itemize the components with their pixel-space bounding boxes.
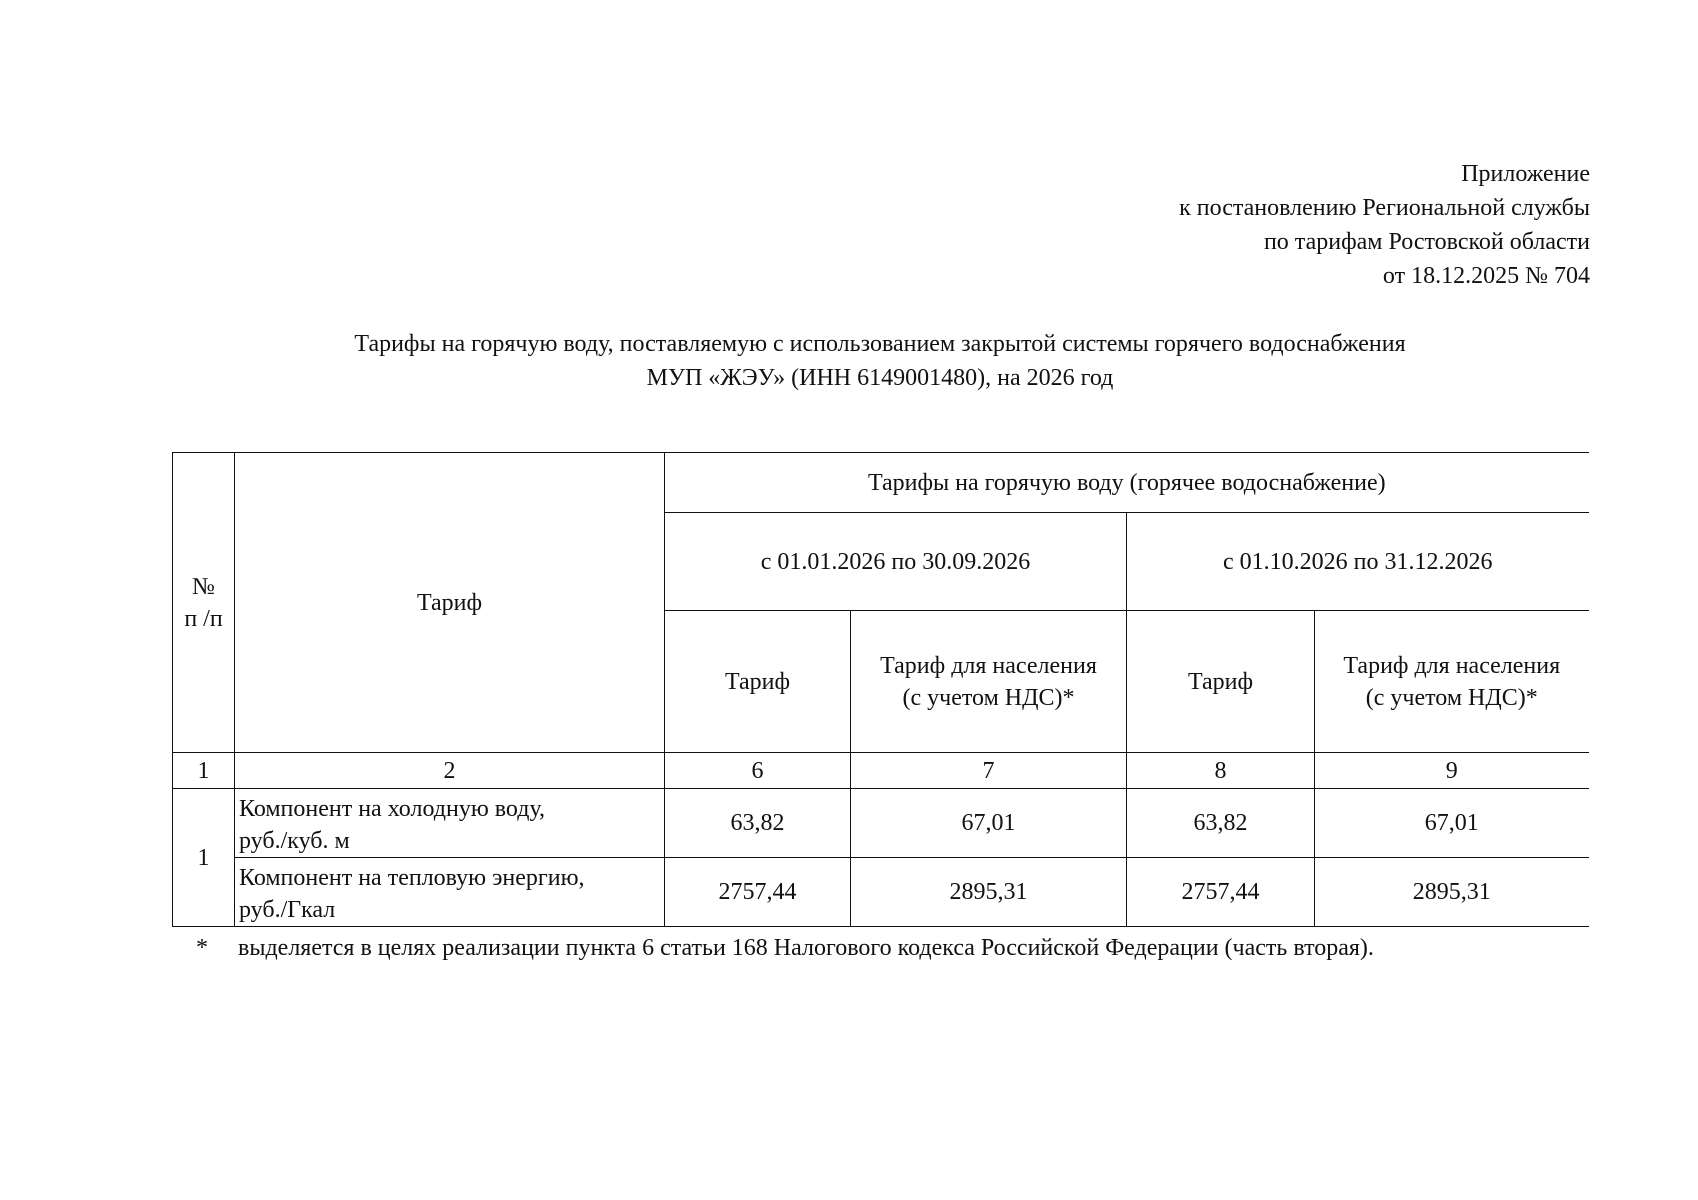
column-number: 7 <box>851 753 1127 789</box>
appendix-line: Приложение <box>1461 161 1590 187</box>
row-name-line: Компонент на тепловую энергию, <box>239 865 585 891</box>
header-population-line: (с учетом НДС)* <box>902 684 1075 711</box>
header-population-line: (с учетом НДС)* <box>1365 684 1538 711</box>
row-unit-line: руб./куб. м <box>239 828 350 854</box>
header-number-symbol: № <box>192 573 215 600</box>
table-row <box>173 789 1589 858</box>
header-number-sub: п /п <box>184 605 223 632</box>
header-subcol-tariff: Тариф <box>665 611 851 753</box>
row-name-cell <box>235 789 665 858</box>
title-line: Тарифы на горячую воду, поставляемую с использованием закрытой системы горячего водоснабжения <box>354 331 1406 357</box>
header-number-cell <box>173 453 235 753</box>
header-group-cell: Тарифы на горячую воду (горячее водоснабжение) <box>665 453 1589 513</box>
row-name-cell <box>235 858 665 927</box>
header-period-2: с 01.10.2026 по 31.12.2026 <box>1127 513 1589 611</box>
header-subcol-tariff: Тариф <box>1127 611 1315 753</box>
appendix-block <box>1179 157 1590 293</box>
header-tariff-cell: Тариф <box>235 453 665 753</box>
value-cell: 2895,31 <box>851 858 1127 927</box>
appendix-line: по тарифам Ростовской области <box>1263 229 1590 255</box>
row-number: 1 <box>173 789 235 927</box>
footnote-mark: * <box>196 935 208 961</box>
title-line: МУП «ЖЭУ» (ИНН 6149001480), на 2026 год <box>646 365 1114 391</box>
column-number: 9 <box>1315 753 1589 789</box>
header-period-1: с 01.01.2026 по 30.09.2026 <box>665 513 1127 611</box>
value-cell: 2757,44 <box>1127 858 1315 927</box>
column-number: 2 <box>235 753 665 789</box>
column-number: 6 <box>665 753 851 789</box>
tariff-table <box>172 452 1589 927</box>
appendix-line: к постановлению Региональной службы <box>1179 195 1590 221</box>
value-cell: 63,82 <box>665 789 851 858</box>
table-row <box>173 858 1589 927</box>
header-subcol-population <box>1315 611 1589 753</box>
row-name-line: Компонент на холодную воду, <box>239 796 546 822</box>
document-title <box>172 327 1588 395</box>
appendix-date-number: от 18.12.2025 № 704 <box>1382 263 1590 289</box>
value-cell: 67,01 <box>1315 789 1589 858</box>
column-number: 1 <box>173 753 235 789</box>
column-number: 8 <box>1127 753 1315 789</box>
header-population-line: Тариф для населения <box>880 652 1097 679</box>
value-cell: 67,01 <box>851 789 1127 858</box>
row-unit-line: руб./Гкал <box>239 897 336 923</box>
header-population-line: Тариф для населения <box>1343 652 1561 679</box>
value-cell: 2757,44 <box>665 858 851 927</box>
footnote <box>172 932 1588 964</box>
header-subcol-population <box>851 611 1127 753</box>
value-cell: 63,82 <box>1127 789 1315 858</box>
value-cell: 2895,31 <box>1315 858 1589 927</box>
column-numbers-row <box>173 753 1589 789</box>
footnote-text: выделяется в целях реализации пункта 6 статьи 168 Налогового кодекса Российской Федерации (часть вторая). <box>238 935 1374 961</box>
